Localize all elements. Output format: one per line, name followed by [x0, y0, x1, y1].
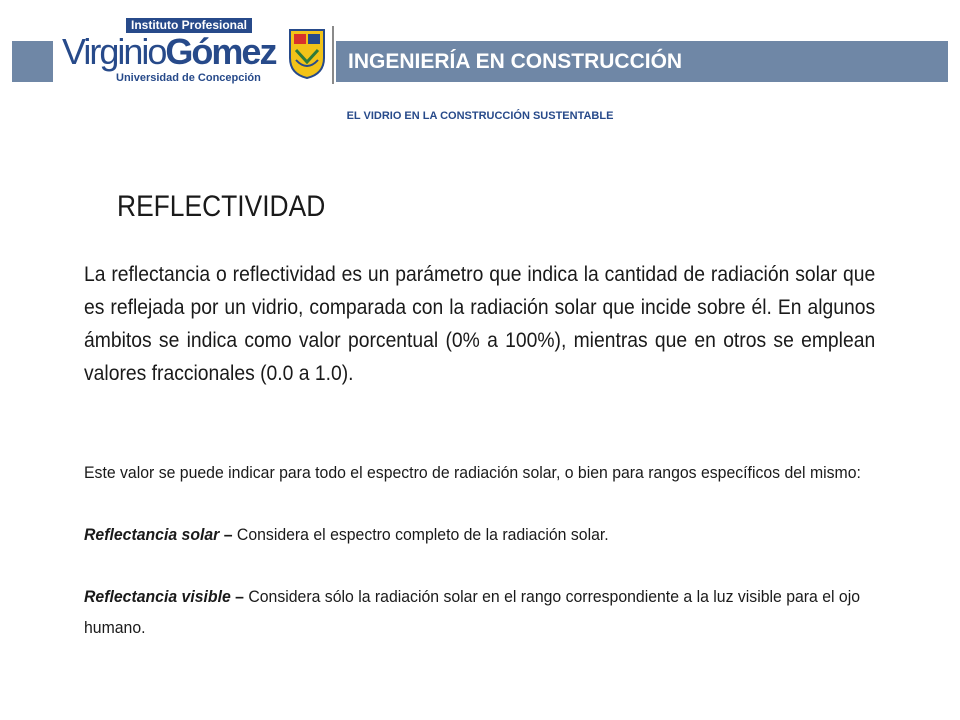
definition-visible-text: Considera sólo la radiación solar en el rango correspondiente a la luz visible para el ojo humano. [84, 587, 861, 637]
header-banner [336, 41, 948, 82]
slide-subtitle: EL VIDRIO EN LA CONSTRUCCIÓN SUSTENTABLE [346, 110, 614, 122]
definition-solar [84, 519, 902, 550]
banner-title: INGENIERÍA EN CONSTRUCCIÓN [348, 50, 683, 73]
term-solar-dash: – [219, 525, 237, 544]
logo-top-text: Instituto Profesional [126, 18, 252, 33]
detail-block [84, 457, 902, 643]
logo-bottom-text: Universidad de Concepción [116, 72, 261, 84]
term-visible-dash: – [230, 587, 249, 606]
definition-visible [84, 581, 902, 643]
term-solar: Reflectancia solar [84, 525, 220, 544]
main-paragraph: La reflectancia o reflectividad es un parámetro que indica la cantidad de radiación solar que es reflejada por un vidrio, comparada con la radiación solar que incide sobre él. En algunos ámbitos se indica como valor porcentual (0% a 100%), mientras que en otros se emplean valores fraccionales (0.0 a 1.0). [84, 263, 876, 385]
logo-name-first: Virginio [62, 31, 166, 72]
header-left-block [12, 41, 53, 82]
logo-name [62, 32, 275, 72]
section-heading: REFLECTIVIDAD [117, 190, 326, 223]
institution-logo [62, 18, 330, 88]
intro-text: Este valor se puede indicar para todo el espectro de radiación solar, o bien para rangos específicos del mismo: [84, 463, 861, 482]
logo-name-second: Gómez [165, 31, 276, 72]
definition-solar-text: Considera el espectro completo de la radiación solar. [236, 525, 609, 544]
logo-divider [332, 26, 334, 84]
term-visible: Reflectancia visible [84, 587, 231, 606]
shield-icon [288, 28, 326, 80]
